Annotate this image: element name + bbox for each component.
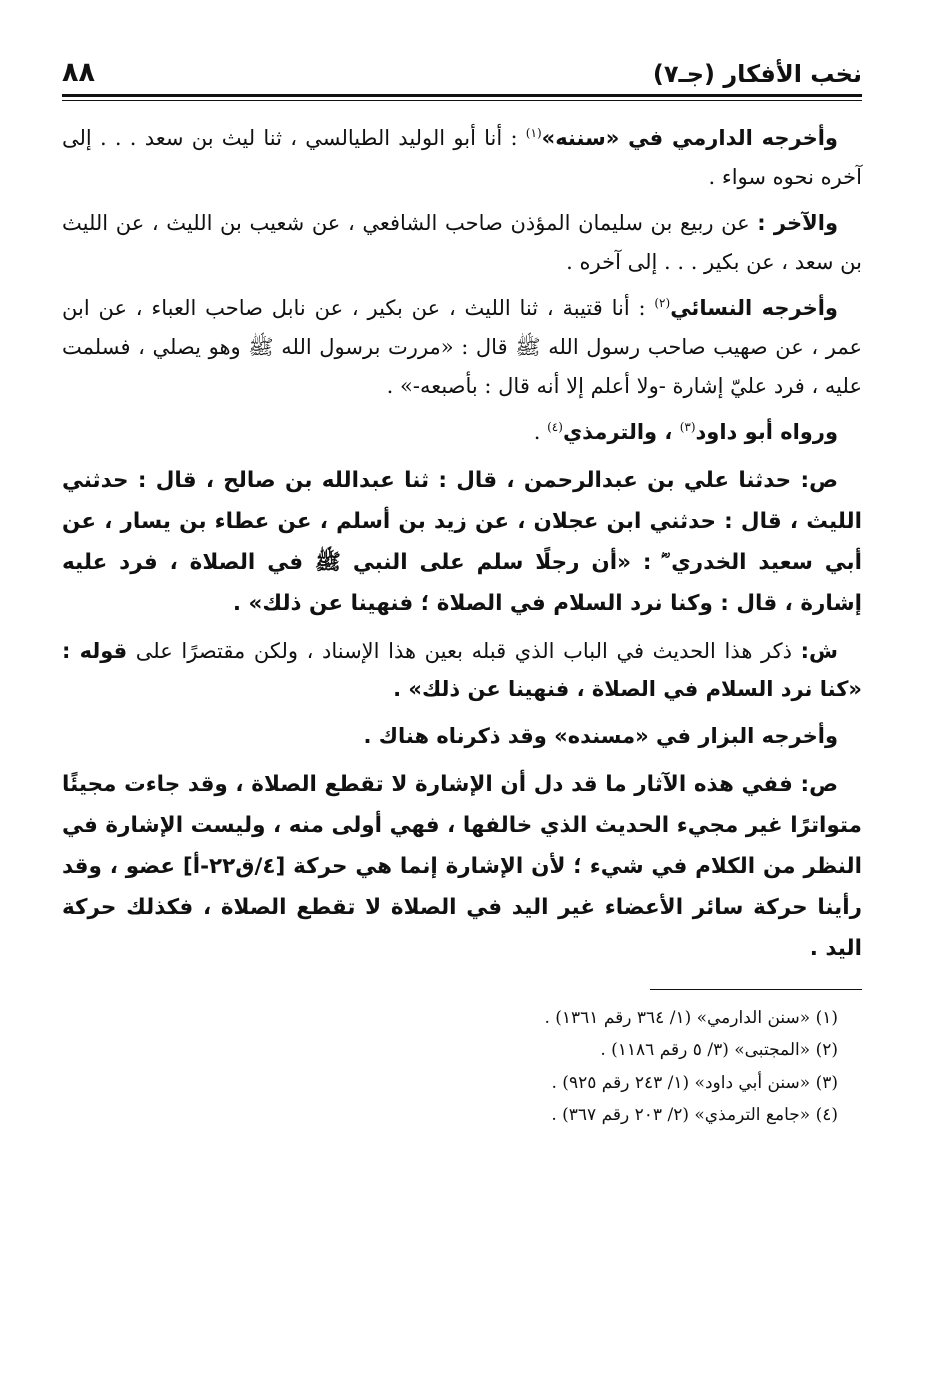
footnote-ref: (٢) — [654, 296, 671, 311]
paragraph — [62, 632, 862, 709]
paragraph — [62, 119, 862, 196]
page-number: ٨٨ — [62, 57, 95, 88]
footnote-separator — [650, 989, 862, 990]
book-title: نخب الأفكار (جـ٧) — [652, 60, 862, 88]
paragraph-lead-2: ، والترمذي — [562, 420, 680, 445]
paragraph-lead: ش: — [800, 638, 838, 663]
footnote: (٢) «المجتبى» (٣/ ٥ رقم ١١٨٦) . — [600, 1040, 838, 1061]
paragraph-lead: ورواه أبو داود — [695, 420, 838, 445]
paragraph-matn — [62, 764, 862, 969]
paragraph-lead: وأخرجه الدارمي في «سننه» — [541, 126, 838, 150]
footnote: (٣) «سنن أبي داود» (١/ ٢٤٣ رقم ٩٢٥) . — [551, 1072, 838, 1093]
paragraph-lead: وأخرجه النسائي — [670, 296, 838, 321]
footnote: (٤) «جامع الترمذي» (٢/ ٢٠٣ رقم ٣٦٧) . — [551, 1105, 838, 1126]
paragraph-text: . — [533, 420, 548, 445]
paragraph-lead: والآخر : — [757, 211, 839, 236]
paragraph-text: ذكر هذا الحديث في الباب الذي قبله بعين هذا الإسناد ، ولكن مقتصرًا على — [127, 638, 801, 663]
paragraph — [62, 413, 862, 452]
paragraph-text: عن ربيع بن سليمان المؤذن صاحب الشافعي ، عن شعيب بن الليث ، عن الليث بن سعد ، عن بكير . . . إلى آخره . — [62, 211, 862, 274]
book-page — [62, 44, 862, 1132]
paragraph — [62, 289, 862, 405]
paragraph-text: : أنا أبو الوليد الطيالسي ، ثنا ليث بن سعد . . . إلى آخره نحوه سواء . — [62, 126, 862, 189]
footnote-ref: (٤) — [547, 420, 563, 435]
paragraph-text: : أنا قتيبة ، ثنا الليث ، عن بكير ، عن نابل صاحب العباء ، عن ابن عمر ، عن صهيب صاحب رسول الله ﷺ قال : «مررت برسول الله ﷺ وهو يصلي ، فسلمت عليه ، فرد عليّ إشارة -ولا أعلم إلا أنه قال : بأصبعه-» . — [62, 296, 862, 398]
header-rule-thin — [62, 100, 862, 101]
paragraph-text: ص: حدثنا علي بن عبدالرحمن ، قال : ثنا عبدالله بن صالح ، قال : حدثني الليث ، قال : حدثني ابن عجلان ، عن زيد بن أسلم ، عن عطاء بن يسار ، عن أبي سعيد الخدري ؓ : «أن رجلًا سلم على النبي ﷺ في الصلاة ، فرد عليه إشارة ، قال : وكنا نرد السلام في الصلاة ؛ فنهينا عن ذلك» . — [62, 467, 862, 616]
footnotes — [62, 1002, 862, 1132]
main-text — [62, 119, 862, 969]
paragraph-matn — [62, 460, 862, 624]
footnote-ref: (٣) — [679, 420, 696, 435]
header-rule — [62, 94, 862, 97]
paragraph-quote: قوله : «كنا نرد السلام في الصلاة ، فنهينا عن ذلك» . — [62, 638, 862, 702]
paragraph-lead: وأخرجه البزار في «مسنده» وقد ذكرناه هناك . — [363, 723, 838, 748]
paragraph — [62, 204, 862, 281]
page-header — [62, 44, 862, 88]
paragraph-text: ص: ففي هذه الآثار ما قد دل أن الإشارة لا تقطع الصلاة ، وقد جاءت مجيئًا متواترًا غير مجيء الحديث الذي خالفها ، فهي أولى منه ، وليست الإشارة في النظر من الكلام في شيء ؛ لأن الإشارة إنما هي حركة [٤/ق٢٢-أ] عضو ، وقد رأينا حركة سائر الأعضاء غير اليد في الصلاة لا تقطع الصلاة ، فكذلك حركة اليد . — [62, 771, 862, 961]
footnote-ref: (١) — [525, 126, 542, 140]
footnote: (١) «سنن الدارمي» (١/ ٣٦٤ رقم ١٣٦١) . — [544, 1007, 838, 1028]
paragraph — [62, 717, 862, 756]
